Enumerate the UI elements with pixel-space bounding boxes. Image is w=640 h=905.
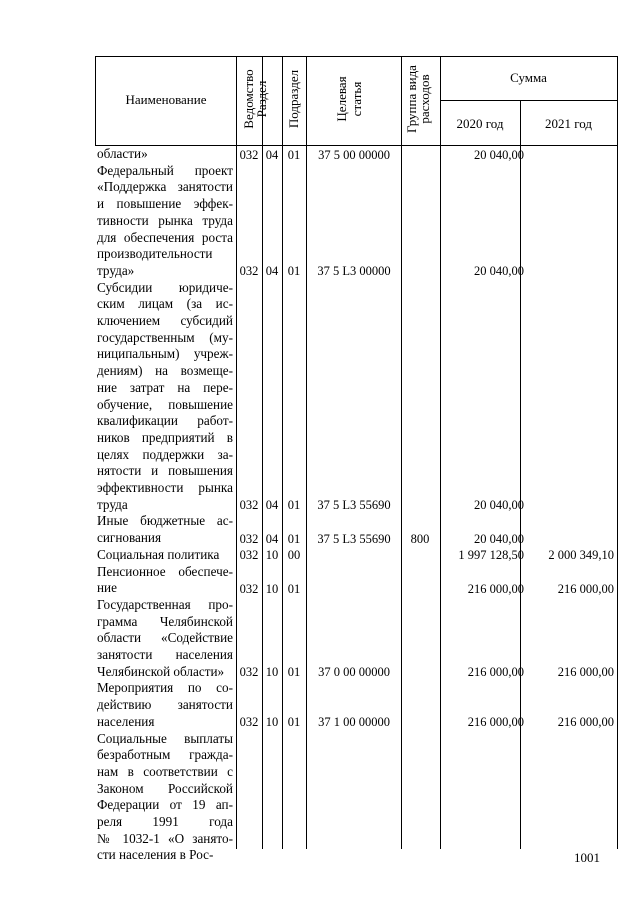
row-name xyxy=(97,564,233,597)
row-name-line: Федерации от 19 ап- xyxy=(97,797,233,813)
row-name-line: Федеральный проект xyxy=(97,162,233,178)
cell-summa-2020: 20 040,00 xyxy=(474,531,524,546)
row-name xyxy=(97,280,233,514)
table-right-border xyxy=(617,56,618,849)
header-year-2020: 2020 год xyxy=(456,116,504,131)
row-name-line: дениям) на возмеще- xyxy=(97,363,233,379)
row-name xyxy=(97,680,233,730)
cell-razdel: 04 xyxy=(265,531,279,546)
cell-summa-2021: 2 000 349,10 xyxy=(548,548,614,563)
summa-divider xyxy=(440,100,617,101)
cell-summa-2020: 216 000,00 xyxy=(467,581,524,596)
page-number: 1001 xyxy=(574,850,600,865)
cell-razdel: 10 xyxy=(265,581,279,596)
cell-vedomstvo: 032 xyxy=(239,531,259,546)
cell-razdel: 04 xyxy=(265,147,279,162)
row-name-line: эффективности рынка xyxy=(97,480,233,496)
cell-razdel: 10 xyxy=(265,715,279,730)
cell-celevaya-statya: 37 5 00 00000 xyxy=(318,147,390,162)
cell-summa-2020: 20 040,00 xyxy=(474,147,524,162)
cell-podrazdel: 01 xyxy=(287,715,301,730)
header-summa: Сумма xyxy=(510,70,547,85)
cell-podrazdel: 00 xyxy=(287,548,301,563)
row-name-line: реля 1991 года xyxy=(97,814,233,830)
cell-razdel: 10 xyxy=(265,665,279,680)
cell-podrazdel: 01 xyxy=(287,147,301,162)
cell-podrazdel: 01 xyxy=(287,498,301,513)
header-name: Наименование xyxy=(125,92,207,107)
row-name-line: государственным (му- xyxy=(97,329,233,345)
row-name-line: ским лицам (за ис- xyxy=(97,296,233,312)
row-name-line: труда» xyxy=(97,262,135,278)
row-name-line: для обеспечения роста xyxy=(97,229,233,245)
row-name-line: и повышение эффек- xyxy=(97,196,233,212)
header-year-2021: 2021 год xyxy=(545,116,592,131)
row-name-line: целях поддержки за- xyxy=(97,446,233,462)
header-vedomstvo: Ведомство xyxy=(241,69,256,129)
header-celevaya-line1: Целевая xyxy=(334,76,349,122)
header-gruppa-line1: Группа вида xyxy=(404,65,419,133)
row-name-line: действию занятости xyxy=(97,697,233,713)
row-name-line: грамма Челябинской xyxy=(97,613,233,629)
row-name-line: обучение, повышение xyxy=(97,396,233,412)
cell-summa-2021: 216 000,00 xyxy=(557,581,614,596)
cell-summa-2020: 20 040,00 xyxy=(474,264,524,279)
cell-gruppa-vida: 800 xyxy=(410,531,430,546)
cell-vedomstvo: 032 xyxy=(239,715,259,730)
header-podrazdel: Подраздел xyxy=(286,69,301,129)
cell-celevaya-statya: 37 1 00 00000 xyxy=(318,715,390,730)
cell-celevaya-statya: 37 5 L3 55690 xyxy=(317,531,391,546)
row-name-line: занятости населения xyxy=(97,647,233,662)
row-name-line: ников предприятий в xyxy=(97,429,233,445)
row-name-line: «Поддержка занятости xyxy=(97,179,233,195)
row-name-line: Иные бюджетные ас- xyxy=(97,513,233,529)
cell-celevaya-statya: 37 5 L3 00000 xyxy=(317,264,391,279)
cell-razdel: 04 xyxy=(265,264,279,279)
row-name-line: № 1032-1 «О занято- xyxy=(97,830,233,846)
row-name xyxy=(97,731,233,865)
row-name-line: ние затрат на пере- xyxy=(97,379,233,395)
row-name-line: нам в соответствии с xyxy=(97,763,233,779)
row-name-line: производительности xyxy=(97,246,213,262)
cell-vedomstvo: 032 xyxy=(239,147,259,162)
table-top-border xyxy=(95,56,617,57)
row-name-line: Законом Российской xyxy=(97,780,233,796)
row-name-line: нятости и повышения xyxy=(97,463,233,479)
row-name-line: населения xyxy=(97,713,155,729)
row-name-line: сигнования xyxy=(97,530,162,546)
cell-summa-2021: 216 000,00 xyxy=(557,715,614,730)
cell-vedomstvo: 032 xyxy=(239,581,259,596)
row-name-line: Государственная про- xyxy=(97,596,233,612)
row-name-line: ние xyxy=(97,580,117,596)
header-gruppa-line2: расходов xyxy=(417,74,432,124)
cell-summa-2020: 1 997 128,50 xyxy=(458,548,524,563)
cell-celevaya-statya: 37 0 00 00000 xyxy=(318,665,390,680)
cell-summa-2020: 216 000,00 xyxy=(467,715,524,730)
row-name xyxy=(97,163,233,280)
cell-vedomstvo: 032 xyxy=(239,264,259,279)
row-name-line: Челябинской области» xyxy=(97,663,225,679)
row-name-line: области» xyxy=(97,146,148,161)
cell-podrazdel: 01 xyxy=(287,264,301,279)
header-razdel: Раздел xyxy=(254,80,269,118)
row-name xyxy=(97,513,233,546)
cell-razdel: 10 xyxy=(265,548,279,563)
row-name-line: ключением субсидий xyxy=(97,313,233,328)
cell-vedomstvo: 032 xyxy=(239,498,259,513)
row-name-line: Мероприятия по со- xyxy=(97,680,233,696)
row-name-line: Социальные выплаты xyxy=(97,730,233,746)
row-name-line: Субсидии юридиче- xyxy=(97,279,233,295)
row-name-line: тивности рынка труда xyxy=(97,212,233,228)
cell-podrazdel: 01 xyxy=(287,665,301,680)
cell-razdel: 04 xyxy=(265,498,279,513)
row-name-line: сти населения в Рос- xyxy=(97,847,214,863)
cell-vedomstvo: 032 xyxy=(239,548,259,563)
row-name-line: Пенсионное обеспече- xyxy=(97,563,233,579)
cell-summa-2020: 216 000,00 xyxy=(467,665,524,680)
cell-podrazdel: 01 xyxy=(287,581,301,596)
col-divider-2021 xyxy=(520,100,521,849)
row-name-line: квалификации работ- xyxy=(97,413,233,429)
row-name-line: Социальная политика xyxy=(97,546,220,562)
row-name-line: области «Содействие xyxy=(97,630,233,646)
row-name-line: безработным гражда- xyxy=(97,747,233,763)
row-name-line: труда xyxy=(97,496,128,512)
cell-celevaya-statya: 37 5 L3 55690 xyxy=(317,498,391,513)
row-name-line: ниципальным) учреж- xyxy=(97,346,233,362)
cell-vedomstvo: 032 xyxy=(239,665,259,680)
header-celevaya-line2: статья xyxy=(349,81,364,117)
row-name xyxy=(97,146,233,163)
row-name xyxy=(97,547,233,564)
cell-summa-2021: 216 000,00 xyxy=(557,665,614,680)
row-name xyxy=(97,597,233,681)
cell-summa-2020: 20 040,00 xyxy=(474,498,524,513)
cell-podrazdel: 01 xyxy=(287,531,301,546)
